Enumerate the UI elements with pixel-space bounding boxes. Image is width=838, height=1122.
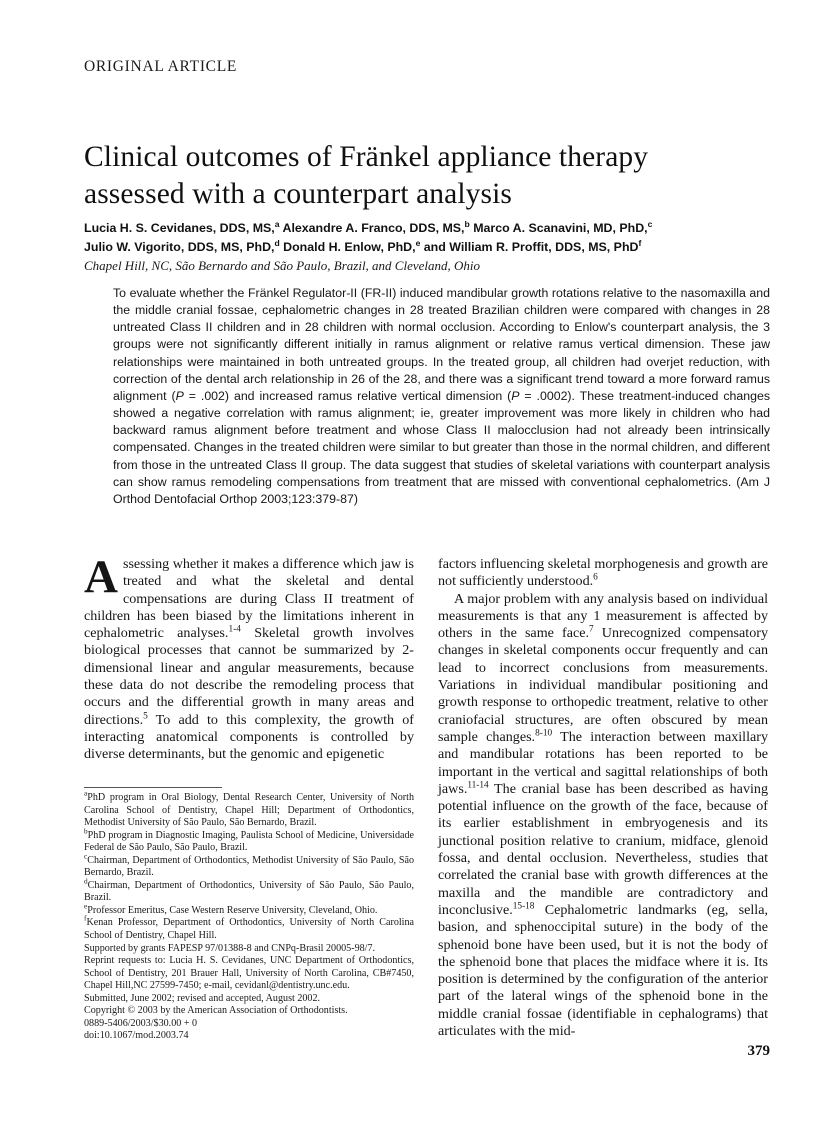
footnote-f (84, 914, 414, 942)
right-para-2-c: The interaction between maxillary and mandibular rotations has been reported to be important in the vertical and sagittal relationships of both jaws. (438, 728, 768, 797)
footnote-d-text: Chairman, Department of Orthodontics, University of São Paulo, São Paulo, Brazil. (84, 879, 414, 904)
footnote-b-text: PhD program in Diagnostic Imaging, Paulista School of Medicine, Universidade Federal de São Paulo, São Paulo, Brazil. (84, 829, 414, 854)
article-type-label: ORIGINAL ARTICLE (84, 58, 238, 75)
author-line-2 (84, 238, 784, 257)
author-scanavini-marker: c (647, 218, 653, 229)
footnote-a-marker: a (84, 788, 88, 798)
footnote-c-marker: c (84, 851, 88, 861)
author-list (84, 219, 784, 256)
footnote-copyright: Copyright © 2003 by the American Association of Orthodontists. (84, 1005, 348, 1017)
author-line-1 (84, 219, 784, 238)
author-enlow-marker: e (415, 237, 421, 248)
right-para-1-a: factors influencing skeletal morphogenesis and growth are not sufficiently understood. (438, 556, 768, 590)
author-proffit-marker: f (638, 237, 642, 248)
citation-ref-11-14: 11-14 (467, 780, 489, 791)
body-paragraph-left-1 (84, 551, 414, 764)
footnote-b-marker: b (84, 826, 88, 836)
drop-cap: A (84, 551, 118, 603)
body-paragraph-right-1 (438, 556, 768, 591)
title-line-1: Clinical outcomes of Fränkel appliance therapy (84, 140, 649, 173)
citation-ref-6: 6 (593, 572, 598, 583)
footnote-issn: 0889-5406/2003/$30.00 + 0 (84, 1017, 198, 1029)
footnote-c (84, 851, 414, 880)
citation-ref-8-10: 8-10 (535, 728, 553, 739)
left-para-1-c: To add to this complexity, the growth of interacting anatomical components is controlled by diverse determinants, but the genomic and epigenetic (84, 711, 414, 763)
author-cevidanes-marker: a (274, 218, 280, 229)
abstract-part-3: = .0002). These treatment-induced changes showed a negative correlation with ramus alignment; ie, greater improvement was more likely in children who had backward ramus alignment before treatment and whose Class II malocclusion had not already been intrinsically compensated. Changes in the treated children were similar to but greater than those in the normal children, and different from those in the untreated Class II group. The data suggest that studies of skeletal variations with counterpart analysis can show ramus remodeling compensations from treatment that are missed with conventional cephalometrics. (113, 388, 771, 489)
footnote-block (84, 787, 414, 1043)
right-para-2-a: A major problem with any analysis based on individual measurements is that any 1 measurement is affected by others in the same face. (438, 590, 768, 642)
citation-ref-5: 5 (143, 710, 148, 721)
footnote-c-text: Chairman, Department of Orthodontics, Methodist University of São Paulo, São Bernardo, Brazil. (84, 854, 414, 879)
body-paragraph-right-2 (438, 591, 768, 1041)
footnote-b (84, 826, 414, 855)
author-scanavini: Marco A. Scanavini, MD, PhD, (469, 221, 648, 235)
right-para-2-e: Cephalometric landmarks (eg, sella, basion, and sphenoccipital suture) in the body of the sphenoid bone have been used, but it is not the body of the sphenoid bone that places the midface where it is. Its position is determined by the configuration of the anterior part of the lateral wings of the sphenoid bone in the middle cranial fossae (identifiable in cephalograms) that articulates with the mid- (438, 901, 768, 1040)
abstract-p-value-symbol-2: P (511, 388, 520, 403)
footnote-a-text: PhD program in Oral Biology, Dental Research Center, University of North Carolina School of Dentistry, Chapel Hill; Department of Orthodontics, Methodist University of São Paulo, São Bernardo, Brazil. (84, 792, 414, 829)
title-line-2: assessed with a counterpart analysis (84, 177, 512, 210)
left-para-1-a: ssessing whether it makes a difference which jaw is treated and what the skeletal and dental compensations are during Class II treatment of children has been biased by the limitations inherent in cephalometric analyses. (84, 556, 414, 642)
footnote-f-marker: f (84, 914, 87, 924)
author-vigorito: Julio W. Vigorito, DDS, MS, PhD, (84, 239, 275, 254)
footnote-e (84, 901, 414, 918)
footnote-e-text: Professor Emeritus, Case Western Reserve University, Cleveland, Ohio. (87, 904, 378, 916)
footnote-d (84, 876, 414, 905)
footnote-reprint-requests: Reprint requests to: Lucia H. S. Cevidanes, UNC Department of Orthodontics, School of Dentistry, 201 Brauer Hall, University of North Carolina, CB#7450, Chapel Hill,NC 27599-7450; e-mail, cevidanl@dentistry.unc.edu. (84, 955, 414, 992)
body-column-right (438, 556, 768, 1040)
citation-ref-1-4: 1-4 (228, 624, 241, 635)
abstract (113, 285, 770, 508)
footnote-divider (84, 787, 222, 788)
citation-ref-7: 7 (589, 624, 594, 635)
author-cevidanes: Lucia H. S. Cevidanes, DDS, MS, (84, 221, 275, 235)
author-vigorito-marker: d (274, 237, 280, 248)
right-para-2-b: Unrecognized compensatory changes in skeletal components occur frequently and can lead to incorrect conclusions from measurements. Variations in individual mandibular positioning and growth response to orthopedic treatment, relative to other craniofacial structures, are often obscured by mean sample changes. (438, 625, 768, 745)
author-enlow: Donald H. Enlow, PhD, (279, 239, 416, 254)
right-para-2-d: The cranial base has been described as having potential influence on the growth of the face, because of its earlier establishment in embryogenesis and its junctional position relative to cranium, midface, glenoid fossa, and dental occlusion. Nevertheless, studies that correlated the cranial base with growth differences at the maxilla and the mandible are contradictory and inconclusive. (438, 780, 768, 918)
footnote-grants: Supported by grants FAPESP 97/01388-8 and CNPq-Brasil 20005-98/7. (84, 942, 376, 954)
author-franco: Alexandre A. Franco, DDS, MS, (279, 221, 465, 235)
footnote-submitted-dates: Submitted, June 2002; revised and accepted, August 2002. (84, 992, 321, 1004)
citation-ref-15-18: 15-18 (512, 901, 535, 912)
body-column-left (84, 551, 414, 764)
page-title (84, 139, 774, 213)
author-franco-marker: b (464, 218, 470, 229)
footnote-f-text: Kenan Professor, Department of Orthodontics, University of North Carolina School of Dentistry, Chapel Hill. (84, 917, 414, 942)
footnote-doi: doi:10.1067/mod.2003.74 (84, 1030, 189, 1042)
abstract-part-2: = .002) and increased ramus relative vertical dimension ( (183, 388, 512, 403)
page-number: 379 (747, 1043, 770, 1059)
left-para-1-b: Skeletal growth involves biological processes that cannot be summarized by 2-dimensional linear and angular measurements, because these data do not describe the remodeling process that occurs and the differential growth in many areas and directions. (84, 625, 414, 728)
abstract-p-value-symbol-1: P (175, 388, 184, 403)
author-proffit: and William R. Proffit, DDS, MS, PhD (420, 239, 639, 254)
footnote-d-marker: d (84, 876, 88, 886)
abstract-citation: (Am J Orthod Dentofacial Orthop 2003;123:379-87) (113, 474, 770, 506)
abstract-part-1: To evaluate whether the Fränkel Regulator-II (FR-II) induced mandibular growth rotations relative to the nasomaxilla and the middle cranial fossae, cephalometric changes in 28 treated Brazilian children were compared with changes in 28 untreated Class II children and in 28 children with normal occlusion. According to Enlow's counterpart analysis, the 3 groups were not significantly different initially in ramus alignment or relative ramus vertical dimension. These jaw relationships were maintained in both untreated groups. In the treated group, all children had overjet reduction, with correction of the dental arch relationship in 26 of the 28, and there was a significant trend toward a more forward ramus alignment ( (113, 286, 770, 403)
author-location-line: Chapel Hill, NC, São Bernardo and São Paulo, Brazil, and Cleveland, Ohio (84, 258, 481, 273)
footnote-e-marker: e (84, 901, 88, 911)
footnote-a (84, 788, 414, 830)
